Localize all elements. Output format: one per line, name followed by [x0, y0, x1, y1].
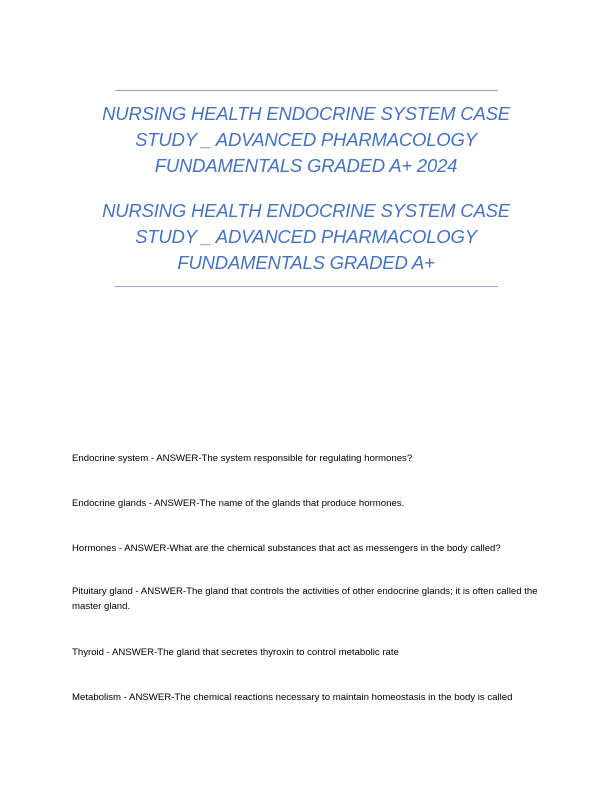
- qa-item-endocrine-system: Endocrine system - ANSWER-The system responsible for regulating hormones?: [72, 452, 413, 464]
- document-title: NURSING HEALTH ENDOCRINE SYSTEM CASE STUDY _ ADVANCED PHARMACOLOGY FUNDAMENTALS GRADED A+ 2024: [102, 103, 510, 176]
- title-top-rule: [115, 90, 498, 91]
- qa-item-hormones: Hormones - ANSWER-What are the chemical substances that act as messengers in the body called?: [72, 542, 501, 554]
- qa-item-endocrine-glands: Endocrine glands - ANSWER-The name of the glands that produce hormones.: [72, 497, 405, 509]
- qa-item-thyroid: Thyroid - ANSWER-The gland that secretes thyroxin to control metabolic rate: [72, 646, 399, 658]
- qa-item-metabolism: Metabolism - ANSWER-The chemical reactions necessary to maintain homeostasis in the body is called: [72, 691, 513, 703]
- title-bottom-rule: [115, 286, 498, 287]
- qa-item-pituitary-gland: Pituitary gland - ANSWER-The gland that controls the activities of other endocrine glands; it is often called the master gland.: [72, 585, 538, 612]
- document-subtitle: NURSING HEALTH ENDOCRINE SYSTEM CASE STUDY _ ADVANCED PHARMACOLOGY FUNDAMENTALS GRADED A+: [102, 200, 510, 273]
